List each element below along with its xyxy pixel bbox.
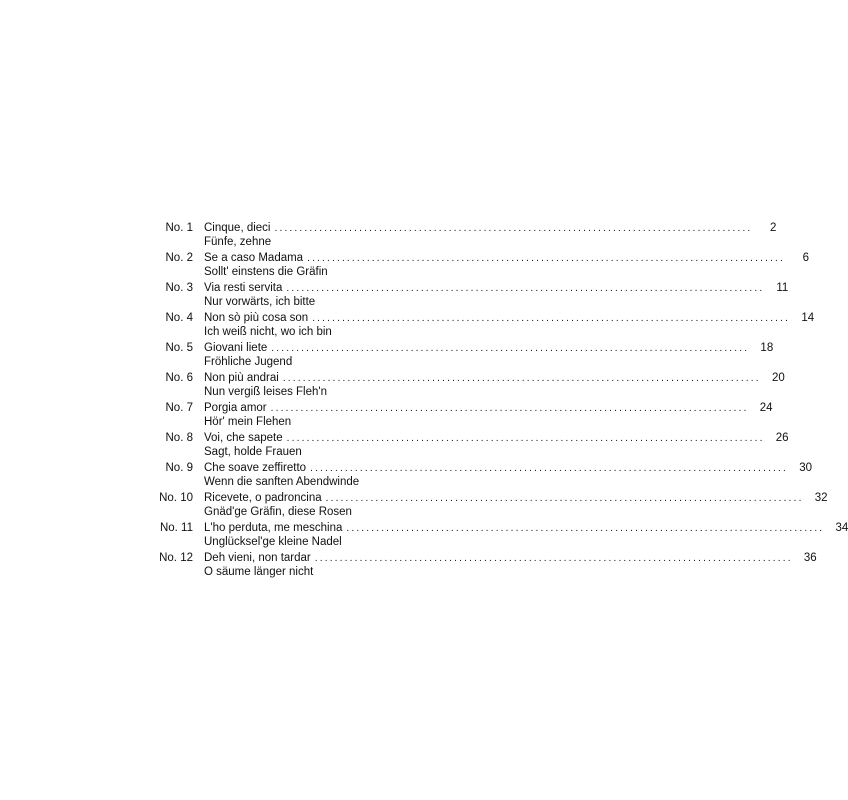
page-number: 26 bbox=[775, 432, 789, 444]
italian-title: Via resti servita bbox=[204, 282, 283, 294]
page-number: 36 bbox=[803, 552, 817, 564]
italian-title: Cinque, dieci bbox=[204, 222, 271, 234]
toc-entry-4 bbox=[0, 311, 815, 341]
dot-leader: ................................................................................................ bbox=[346, 523, 825, 534]
toc-entry-11 bbox=[0, 521, 848, 551]
entry-number: No. 3 bbox=[165, 282, 193, 294]
german-title: Ich weiß nicht, wo ich bin bbox=[204, 326, 332, 338]
page-number: 6 bbox=[802, 252, 810, 264]
dot-leader: ................................................................................................ bbox=[312, 313, 791, 324]
toc-entry-9 bbox=[0, 461, 812, 491]
entry-number: No. 5 bbox=[165, 342, 193, 354]
entry-number: No. 8 bbox=[165, 432, 193, 444]
toc-entry-2 bbox=[0, 251, 810, 281]
german-title: Nur vorwärts, ich bitte bbox=[204, 296, 316, 308]
toc-entry-7 bbox=[0, 401, 773, 431]
page-number: 18 bbox=[760, 342, 774, 354]
page-number: 30 bbox=[799, 462, 812, 474]
german-title: O säume länger nicht bbox=[204, 566, 314, 578]
toc-entry-10 bbox=[0, 491, 828, 521]
italian-title: Porgia amor bbox=[204, 402, 267, 414]
toc-entry-6 bbox=[0, 371, 785, 401]
page-number: 11 bbox=[776, 282, 789, 294]
entry-number: No. 2 bbox=[165, 252, 193, 264]
page-number: 32 bbox=[814, 492, 828, 504]
dot-leader: ................................................................................................ bbox=[286, 283, 765, 294]
toc-entry-3 bbox=[0, 281, 789, 311]
italian-title: Ricevete, o padroncina bbox=[204, 492, 322, 504]
toc-entry-12 bbox=[0, 551, 817, 581]
german-title: Unglücksel'ge kleine Nadel bbox=[204, 536, 342, 548]
italian-title: Se a caso Madama bbox=[204, 252, 304, 264]
italian-title: Non più andrai bbox=[204, 372, 279, 384]
entry-number: No. 12 bbox=[159, 552, 193, 564]
german-title: Nun vergiß leises Fleh'n bbox=[204, 386, 327, 398]
german-title: Fröhliche Jugend bbox=[204, 356, 293, 368]
entry-number: No. 11 bbox=[159, 522, 193, 534]
page-number: 2 bbox=[770, 222, 777, 234]
entry-number: No. 9 bbox=[165, 462, 193, 474]
dot-leader: ................................................................................................ bbox=[310, 463, 788, 474]
italian-title: Giovani liete bbox=[204, 342, 268, 354]
page-number: 34 bbox=[835, 522, 848, 534]
entry-number: No. 1 bbox=[165, 222, 193, 234]
dot-leader: ................................................................................................ bbox=[270, 403, 749, 414]
page-number: 14 bbox=[801, 312, 815, 324]
table-of-contents bbox=[0, 221, 848, 581]
german-title: Sollt' einstens die Gräfin bbox=[204, 266, 328, 278]
italian-title: Non sò più cosa son bbox=[204, 312, 309, 324]
german-title: Wenn die sanften Abendwinde bbox=[204, 476, 360, 488]
page-number: 24 bbox=[759, 402, 773, 414]
dot-leader: ................................................................................................ bbox=[271, 343, 750, 354]
dot-leader: ................................................................................................ bbox=[314, 553, 793, 564]
dot-leader: ................................................................................................ bbox=[307, 253, 786, 264]
german-title: Sagt, holde Frauen bbox=[204, 446, 302, 458]
dot-leader: ................................................................................................ bbox=[286, 433, 765, 444]
italian-title: Deh vieni, non tardar bbox=[204, 552, 311, 564]
dot-leader: ................................................................................................ bbox=[274, 223, 753, 234]
german-title: Fünfe, zehne bbox=[204, 236, 272, 248]
german-title: Hör' mein Flehen bbox=[204, 416, 292, 428]
german-title: Gnäd'ge Gräfin, diese Rosen bbox=[204, 506, 352, 518]
toc-entry-1 bbox=[0, 221, 777, 251]
toc-entry-5 bbox=[0, 341, 774, 371]
dot-leader: ................................................................................................ bbox=[282, 373, 761, 384]
italian-title: Che soave zeffiretto bbox=[204, 462, 307, 474]
page-number: 20 bbox=[771, 372, 785, 384]
entry-number: No. 4 bbox=[165, 312, 193, 324]
entry-number: No. 10 bbox=[159, 492, 193, 504]
dot-leader: ................................................................................................ bbox=[325, 493, 804, 504]
italian-title: Voi, che sapete bbox=[204, 432, 283, 444]
entry-number: No. 6 bbox=[165, 372, 193, 384]
toc-entry-8 bbox=[0, 431, 789, 461]
italian-title: L'ho perduta, me meschina bbox=[204, 522, 343, 534]
entry-number: No. 7 bbox=[165, 402, 193, 414]
